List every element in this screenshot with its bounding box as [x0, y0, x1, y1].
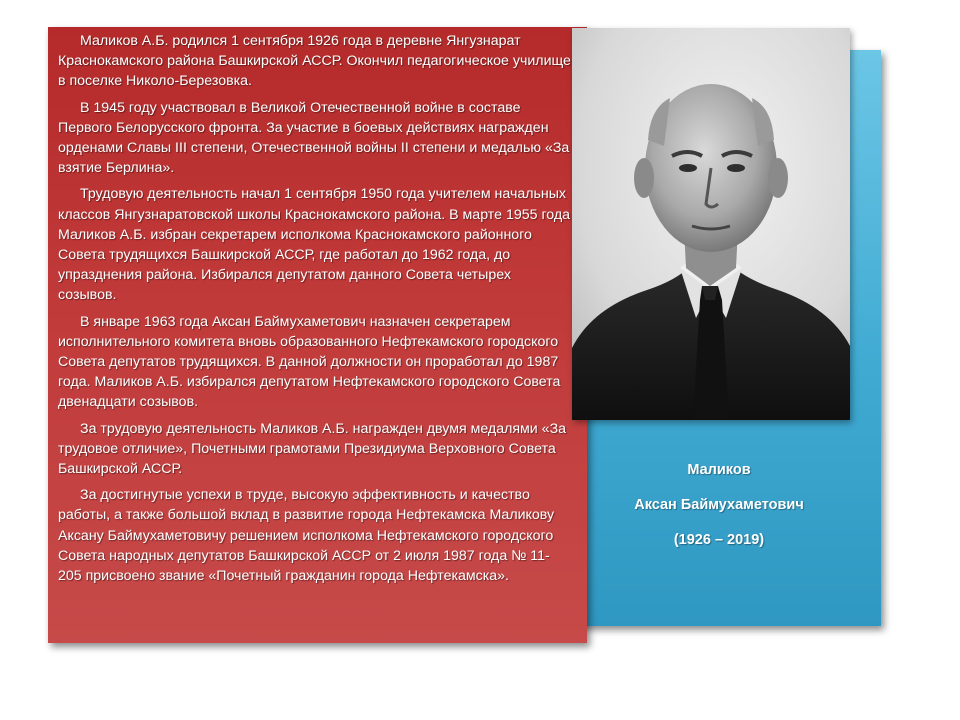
caption-surname: Маликов: [687, 462, 751, 478]
biography-panel: [48, 27, 587, 643]
portrait-frame: [572, 28, 850, 420]
bio-paragraph-city-council: В январе 1963 года Аксан Баймухаметович назначен секретарем исполнительного комитета вновь образованного Нефтекамского городского Совета депутатов трудящихся. В данной должности он проработал до 1987 года. Маликов А.Б. избирался депутатом Нефтекамского городского Совета двенадцати созывов.: [58, 313, 561, 411]
bio-paragraph-career-start: Трудовую деятельность начал 1 сентября 1950 года учителем начальных классов Янгузнаратовской школы Краснокамского района. В марте 1955 года Маликов А.Б. избран секретарем исполкома Краснокамского районного Совета трудящихся Башкирской АССР, где работал до 1962 года, до упразднения района. Избирался депутатом данного Совета четырех созывов.: [58, 186, 571, 304]
bio-paragraph-birth: Маликов А.Б. родился 1 сентября 1926 года в деревне Янгузнарат Краснокамского района Башкирской АССР. Окончил педагогическое училище в поселке Николо-Березовка.: [58, 33, 571, 90]
bio-paragraph-war: В 1945 году участвовал в Великой Отечественной войне в составе Первого Белорусского фронта. За участие в боевых действиях награжден орденами Славы III степени, Отечественной войны II степени и медалью «За взятие Берлина».: [58, 99, 570, 177]
bio-paragraph-awards: За трудовую деятельность Маликов А.Б. награжден двумя медалями «За трудовое отличие», Почетными грамотами Президиума Верховного Совета Башкирской АССР.: [58, 420, 567, 478]
caption-given-names: Аксан Баймухаметович: [634, 497, 804, 513]
portrait-photo-icon: [572, 28, 850, 420]
caption-years: (1926 – 2019): [673, 532, 765, 548]
portrait-caption: [557, 453, 881, 558]
bio-paragraph-honorary-citizen: За достигнутые успехи в труде, высокую эффективность и качество работы, а также большой вклад в развитие города Нефтекамска Маликову Аксану Баймухаметовичу решением исполкома Нефтекамского городского Совета народных депутатов Башкирской АССР от 2 июля 1987 года № 11-205 присвоено звание «Почетный гражданин города Нефтекамска».: [58, 487, 555, 585]
